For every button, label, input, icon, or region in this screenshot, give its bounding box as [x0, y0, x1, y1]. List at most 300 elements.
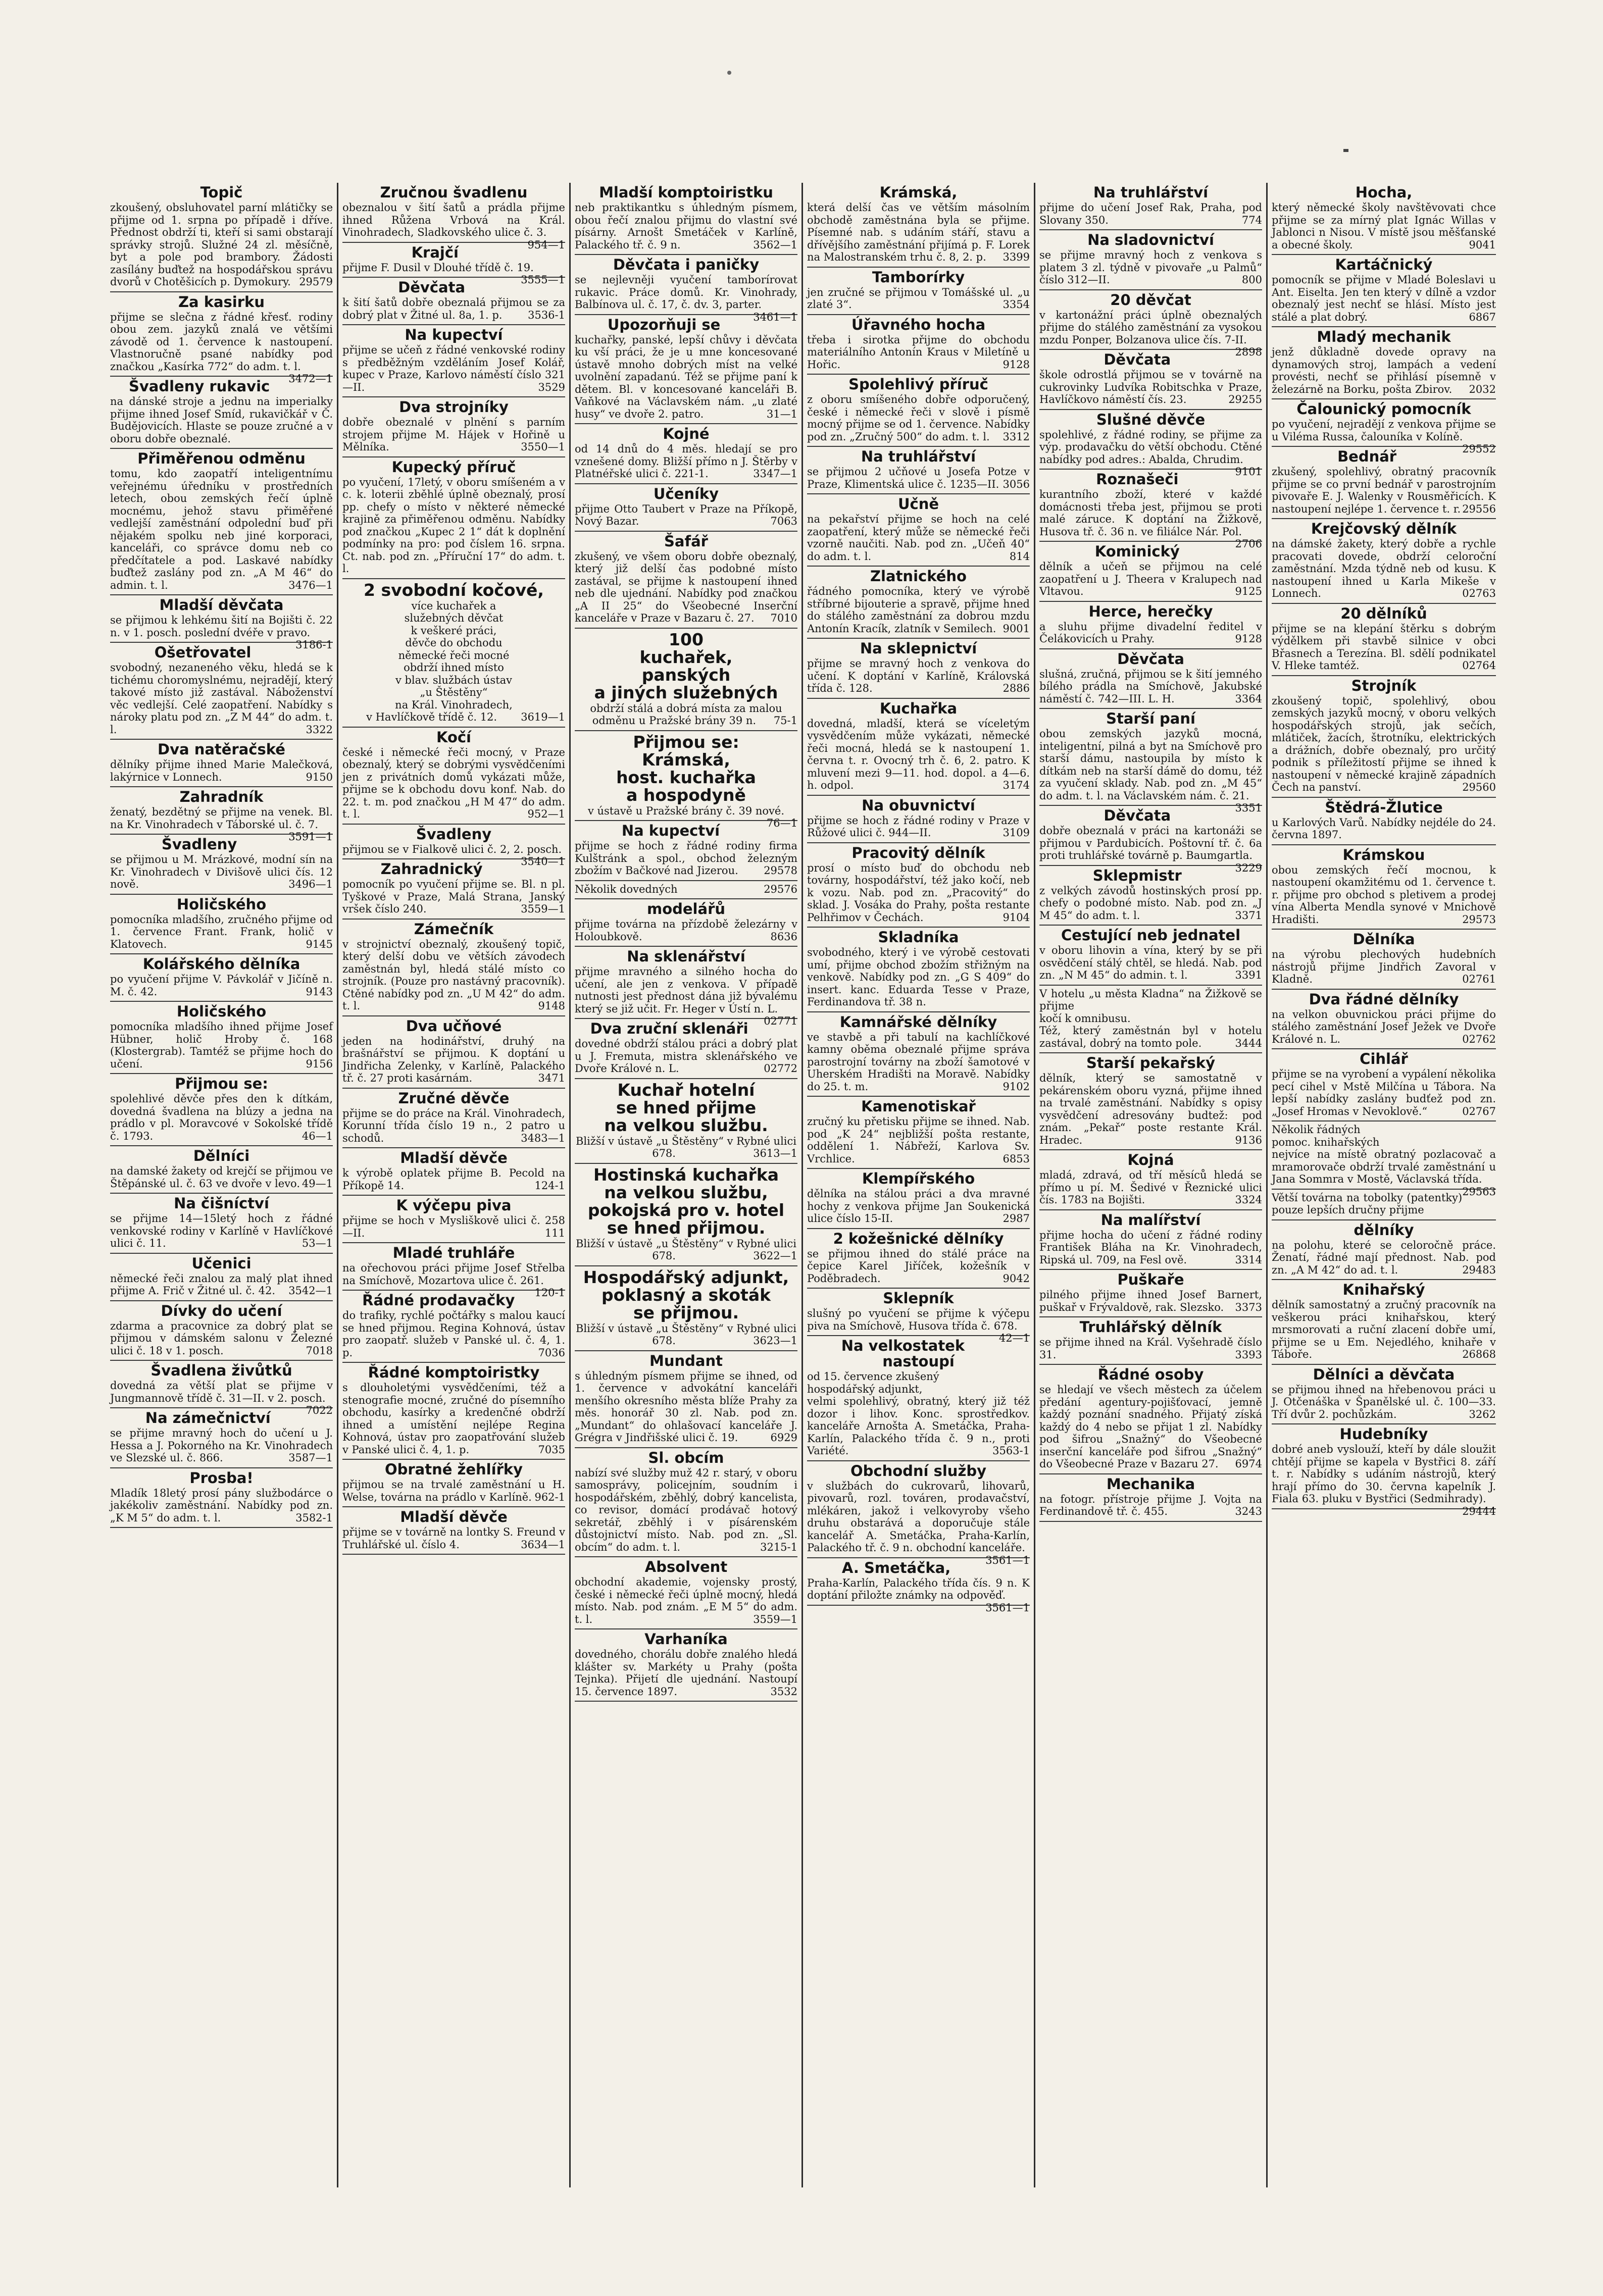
ad-code: 29255 [1228, 393, 1262, 405]
ad-body [1039, 1336, 1262, 1361]
ad-heading: 20 děvčat [1110, 291, 1191, 309]
ad-text: přijme se hoch z řádné rodiny firma Kulštránk a spol., obchod železným zbožím v Bačkové nad Jizerou. [575, 840, 797, 877]
ad-heading: Hocha, [1355, 184, 1413, 201]
ad-text: přijme se v továrně na lontky S. Freund v Truhlářské ul. číslo 4. [342, 1526, 565, 1551]
ad-code: 3555—1 [521, 274, 565, 286]
ad-code: 29576 [764, 883, 797, 895]
ad-code: 02764 [1462, 659, 1496, 672]
classified-ad [110, 1194, 333, 1254]
ad-heading: Bednář [1337, 448, 1397, 465]
classified-ad [1272, 990, 1496, 1050]
ad-code: 3056 [1003, 478, 1030, 490]
ad-heading: Štědrá-Žlutice [1325, 798, 1443, 816]
ad-heading: Zahradník [179, 788, 264, 805]
classified-ad [575, 1019, 797, 1079]
classified-ad [1272, 845, 1496, 930]
ad-heading: Děvčata [398, 279, 466, 296]
ad-body [342, 344, 565, 393]
ad-heading: Švadlena živůtků [151, 1362, 292, 1379]
classified-ad [807, 494, 1030, 567]
ad-text: zkušený, spolehlivý, obratný pracovník přijme se co první bednář v parostrojním pivovaře E. J. Walenky v Rousměřicích. K nastoupení nejlépe 1. července t. r. [1272, 466, 1496, 515]
ad-code: 3262 [1469, 1408, 1496, 1420]
ad-body [807, 1576, 1030, 1614]
ad-text: se nejlevněji vyučení tamborírovat rukavic. Práce domů. Kr. Vinohrady, Balbínova ul. č. 17, č. dv. 3, parter. [575, 274, 797, 311]
ad-heading: Na truhlářství [1093, 184, 1209, 201]
ad-heading: Hudebníky [1339, 1425, 1428, 1443]
classified-ad [575, 881, 797, 900]
ad-text: přijme se mravný hoch z venkova do učení. K doptání v Karlíně, Královská třída č. 128. [807, 657, 1030, 694]
classified-ad [575, 629, 797, 731]
classified-ad [807, 639, 1030, 699]
ad-body [1272, 1384, 1496, 1421]
ad-heading: Kolářského dělníka [142, 955, 300, 973]
ad-heading: Absolvent [644, 1558, 728, 1575]
ad-body [1272, 1299, 1496, 1361]
ad-body [1272, 1124, 1496, 1198]
ad-heading: Dělníci a děvčata [1313, 1365, 1455, 1383]
ad-body [1039, 885, 1262, 922]
ad-body [110, 201, 333, 288]
ad-text: se přijmou u M. Mrázkové, modní sín na Kr. Vinohradech v Divišově ulici čís. 12 nově. [110, 853, 333, 890]
ad-text: neb praktikantku s úhledným písmem, obou řečí znalou přijmu do vlastní své písárny. Arnošt Smetáček v Karlíně, Palackého tř. č. 9 n. [575, 201, 797, 251]
ad-heading: Na kupectví [621, 822, 720, 839]
ad-code: 31—1 [766, 407, 797, 420]
ad-code: 3373 [1235, 1301, 1262, 1313]
ad-heading: Zahradnický [380, 860, 483, 878]
classified-ad [807, 1012, 1030, 1097]
ad-heading: Dva strojníky [399, 398, 509, 416]
ad-body [342, 746, 565, 821]
ad-code: 3536-1 [528, 309, 565, 321]
ad-code: 3623—1 [753, 1335, 797, 1347]
ad-code: 3483—1 [521, 1132, 565, 1144]
classified-ad [807, 268, 1030, 315]
ad-heading: Spolehlivý příruč [848, 376, 988, 393]
ad-body [342, 1478, 565, 1503]
classified-ad [1039, 602, 1262, 649]
ad-heading: Kuchař hotelní se hned přijme na velkou službu. [604, 1080, 768, 1135]
ad-body [342, 1262, 565, 1299]
ad-text: dovedná, mladší, která se víceletým vysvědčením může vykázati, německé řeči mocná, hledá se k nastoupení 1. června t. r. Ovocný trh č. 6, 2. patro. K mluvení mezi 9—11. hod. dopol. a 4—6. h. odpol. [807, 717, 1030, 791]
ad-text: na fotogr. přístroje přijme J. Vojta na Ferdinandově tř. č. 455. [1039, 1493, 1262, 1517]
classified-ad [342, 457, 565, 579]
ad-code: 3347—1 [753, 468, 797, 480]
ad-body [807, 1188, 1030, 1225]
ad-heading: Cihlář [1360, 1050, 1408, 1067]
ad-text: se hledají ve všech městech za účelem předání agentury-pojišťovací, jemně každý poznání snadného. Přijatý získá každý do 4 nebo se přijat 1 zl. Nabídky pod šifrou „Snažný“ do Všeobecné inserční kanceláře pod šifrou „Snažný“ do Všeobecné Praze v Bazaru 27. [1039, 1384, 1262, 1470]
ad-text: Větší továrna na tobolky (patentky) pouze lepších dručny přijme [1272, 1191, 1463, 1216]
ad-heading: Dva natěračské [158, 741, 285, 758]
ad-text: Bližší v ústavě „u Štěstěny“ v Rybné ulici 678. [576, 1135, 796, 1159]
classified-ad [110, 1361, 333, 1416]
classified-ad [110, 835, 333, 895]
ad-heading: Kojná [1127, 1151, 1174, 1168]
ad-body [1039, 1229, 1262, 1266]
classified-ad [110, 1146, 333, 1194]
classified-ad [1039, 1210, 1262, 1270]
ad-text: do trafiky, rychlé počtářky s malou kaucí se hned přijmou. Regina Kohnová, ústav pro zaopatř. služeb v Panské ul. č. 4, 1. p. [342, 1309, 565, 1359]
ad-text: přijme se slečna z řádné křesť. rodiny obou zem. jazyků znalá ve většími závodě od 1. července k nastoupení. Vlastnoručně psané nabídky pod značkou „Kasírka 772“ do adm. t. l. [110, 311, 333, 373]
ad-code: 9148 [538, 1000, 565, 1012]
ad-text: pomocník po vyučení přijme se. Bl. n pl. Tyškové v Praze, Malá Strana, Janský vršek číslo 240. [342, 878, 565, 915]
ad-code: 3444 [1235, 1037, 1262, 1049]
ad-body [342, 1167, 565, 1192]
classified-ad [342, 1460, 565, 1507]
ad-heading: Kočí [436, 728, 472, 746]
ad-text: zdarma a pracovnice za dobrý plat se přijmou v dámském salonu v Železné ulici č. 18 v 1. posch. [110, 1319, 333, 1357]
ad-code: 954—1 [527, 238, 565, 251]
ad-body [575, 1467, 797, 1554]
classified-ads-grid [106, 183, 1500, 2187]
ad-code: 6974 [1235, 1458, 1262, 1470]
ad-body [575, 1576, 797, 1625]
ad-text: na dánské stroje a jednu na imperialky přijme ihned Josef Smíd, rukavičkář v Č. Budějovicích. Hlaste se pouze zručné a v oboru dobře obeznalé. [110, 395, 333, 445]
ad-code: 2032 [1469, 383, 1496, 395]
ad-code: 7036 [538, 1346, 565, 1359]
classified-ad [110, 1074, 333, 1146]
ad-code: 3540—1 [521, 855, 565, 868]
ad-body [807, 466, 1030, 490]
ad-body [1039, 201, 1262, 226]
ad-heading: Šafář [664, 532, 708, 550]
classified-ad [807, 843, 1030, 928]
classified-ad [807, 1289, 1030, 1344]
classified-ad [110, 1301, 333, 1361]
ad-column-5 [1035, 183, 1268, 2187]
ad-code: 29483 [1462, 1263, 1496, 1276]
ad-body [342, 1309, 565, 1359]
ad-code: 02763 [1462, 587, 1496, 599]
ad-heading: Kartáčnický [1335, 256, 1433, 273]
ad-code: 800 [1241, 274, 1262, 286]
ad-body [1039, 1169, 1262, 1206]
ad-text: se přijme 14—15letý hoch z řádné venkovské rodiny v Karlíně v Havlíčkové ulici č. 11. [110, 1212, 333, 1249]
ad-text: tomu, kdo zaopatří inteligentnímu veřejnému úředníku v prostředních letech, obou zemských řečí úplně mocnému, jehož stavu přiměřené vedlejší zaměstnání odpolední buď při nějakém spolku neb jiné korporaci, kanceláři, co správce domu neb co předčítatele a pod. Laskavé nabídky buďtež zaslány pod zn. „A M 46“ do admin. t. l. [110, 468, 333, 591]
ad-text: se přijmou ihned do stálé práce na čepice Karel Jiříček, kožešník v Poděbradech. [807, 1247, 1030, 1285]
ad-body [575, 550, 797, 625]
ad-code: 02762 [1462, 1033, 1496, 1045]
ad-code: 9101 [1235, 466, 1262, 478]
classified-ad [1272, 798, 1496, 845]
ad-text: který německé školy navštěvovati chce přijme se za mírný plat Ignác Willas v Jablonci n Nisou. V místě jsou měšťanské a obecné školy. [1272, 201, 1496, 251]
ad-code: 3476—1 [288, 579, 333, 591]
ad-text: škole odrostlá přijmou se v továrně na cukrovinky Ludvíka Robitschka v Praze, Havlíčkovo náměstí čís. 23. [1039, 369, 1262, 405]
ad-text: Několik dovedných [575, 883, 678, 895]
ad-body [110, 1272, 333, 1297]
ad-heading: Děvčata i paničky [613, 256, 760, 273]
ad-code: 6853 [1003, 1152, 1030, 1165]
classified-ad [575, 1629, 797, 1702]
ad-heading: Mechanika [1106, 1475, 1195, 1493]
ad-code: 53—1 [302, 1237, 333, 1249]
ad-text: zkušený, ve všem oboru dobře obeznalý, který již delší čas podobné místo zastával, se přijme k nastoupení ihned neb dle ujednání. Nabídky pod značkou „A II 25“ do Všeobecné Inserční kanceláře v Praze v Bazaru č. 27. [575, 550, 797, 624]
ad-body [342, 843, 565, 868]
ad-text: v ústavě u Pražské brány č. 39 nové. [587, 804, 785, 817]
ad-heading: Truhlářský dělník [1079, 1318, 1222, 1336]
ad-text: Praha-Karlín, Palackého třída čís. 9 n. K doptání přiložte známky na odpověď. [807, 1576, 1030, 1601]
ad-heading: Přijmou se: Krámská, host. kuchařka a hospodyně [616, 732, 756, 805]
ad-text: po vyučení, nejradějí z venkova přijme se u Viléma Russa, čalouníka v Kolíně. [1272, 418, 1496, 443]
ad-code: 962-1 [534, 1491, 565, 1503]
ad-body [342, 416, 565, 453]
ad-text: spolehlivé děvče přes den k dítkám, dovedná švadlena na blúzy a jedna na prádlo v pl. Moravcové v Sokolské třídě č. 1793. [110, 1093, 333, 1142]
ad-body [342, 878, 565, 915]
ad-body [342, 600, 565, 724]
ad-code: 9150 [306, 771, 333, 783]
ad-heading: Švadleny rukavic [128, 378, 270, 395]
classified-ad [110, 183, 333, 292]
classified-ad [110, 292, 333, 385]
ad-body [807, 1031, 1030, 1093]
ad-text: jeden na hodinářství, druhý na brašnářství se přijmou. K doptání u Jindřicha Zelenky, v Karlíně, Palackého tř. č. 27 proti kasárnám. [342, 1035, 565, 1084]
ad-body [110, 1427, 333, 1464]
ad-code: 9145 [306, 938, 333, 950]
ad-body [575, 918, 797, 943]
ad-heading: Zlatnického [870, 568, 967, 585]
ad-heading: Krámskou [1342, 846, 1425, 863]
classified-ad [807, 315, 1030, 375]
ad-text: dovedné obdrží stálou práci a dobrý plat u J. Fremuta, mistra sklenářského ve Dvoře Králové n. L. [575, 1038, 797, 1075]
ad-code: 29552 [1462, 443, 1496, 455]
ad-code: 3351 [1235, 802, 1262, 814]
ad-column-1 [106, 183, 338, 2187]
ad-text: pomocníka mladšího ihned přijme Josef Hübner, holič Hroby č. 168 (Klostergrab). Tamtéž se přijme hoch do učení. [110, 1021, 333, 1070]
classified-ad [575, 1557, 797, 1629]
ad-code: 3322 [306, 723, 333, 736]
ad-body [575, 804, 797, 829]
ad-code: 3472—1 [288, 373, 333, 385]
ad-code: 111 [544, 1227, 565, 1239]
ad-code: 9001 [1003, 622, 1030, 635]
ad-heading: Kominický [1094, 543, 1180, 560]
ad-heading: Řádné komptoiristky [368, 1364, 540, 1381]
ad-code: 49—1 [302, 1177, 333, 1190]
ad-heading: Kuchařka [879, 699, 958, 717]
ad-heading: Dva učňové [406, 1017, 502, 1035]
ad-heading: Klempířského [862, 1170, 975, 1187]
ad-text: přijme se na klepání štěrku s dobrým výdělkem při stavbě silnice v obci Břasnech a Terezína. Bl. sdělí podnikatel V. Hleke tamtéž. [1272, 622, 1496, 672]
classified-ad [342, 1016, 565, 1089]
ad-code: 3562—1 [753, 238, 797, 251]
ad-text: přijmou se v Fialkově ulici č. 2, 2. posch. [342, 843, 562, 855]
classified-ad [342, 579, 565, 728]
ad-heading: 2 svobodní kočové, [364, 580, 544, 600]
ad-heading: Dělníka [1352, 931, 1415, 948]
ad-body [110, 1487, 333, 1524]
ad-body [1272, 1008, 1496, 1046]
ad-body [575, 1038, 797, 1075]
ad-body [575, 274, 797, 323]
ad-heading: Krámská, [879, 184, 958, 201]
ad-text: zkoušený topič, spolehlivý, obou zemských jazyků mocný, v oboru velkých hospodářských strojů, jak sečích, mlátiček, žacích, štrotníku, elektrických a drážních, dobře obeznalý, pro určitý podnik s příležitostí přijme se ihned k nastoupení v německé krajině západních Čech na panství. [1272, 694, 1496, 793]
print-speck [727, 71, 731, 75]
ad-text: Mladík 18letý prosí pány službodárce o jakékoliv zaměstnání. Nabídky pod zn. „K M 5“ do adm. t. l. [110, 1487, 333, 1524]
ad-body [110, 661, 333, 736]
ad-body [110, 614, 333, 651]
ad-body [807, 1248, 1030, 1285]
classified-ad [342, 1243, 565, 1299]
ad-text: spolehlivé, z řádné rodiny, se přijme za výp. prodavačku do větší obchodu. Ctěné nabídky pod adres.: Abalda, Chrudim. [1039, 428, 1262, 466]
ad-code: 6867 [1469, 311, 1496, 323]
ad-text: dělník a učeň se přijmou na celé zaopatření u J. Theera v Kralupech nad Vltavou. [1039, 560, 1262, 597]
ad-body [575, 840, 797, 877]
ad-body [342, 1526, 565, 1551]
ad-heading: Starší pekařský [1086, 1054, 1215, 1072]
ad-body [1039, 369, 1262, 406]
classified-ad [575, 532, 797, 629]
classified-ad [110, 740, 333, 787]
ad-body [807, 862, 1030, 924]
ad-code: 2987 [1003, 1212, 1030, 1224]
ad-text: prosí o místo buď do obchodu neb továrny, hospodářství, též jako kočí, neb k vozu. Nab. pod zn. „Pracovitý“ do sklad. J. Vosáka do Prahy, pošta restante Pelhřimov v Čechách. [807, 861, 1030, 924]
ad-heading: Učeníky [653, 485, 719, 502]
ad-code: 7063 [770, 515, 797, 527]
ad-heading: Kojné [663, 425, 710, 442]
ad-code: 3229 [1235, 861, 1262, 874]
classified-ad [575, 1351, 797, 1448]
ad-heading: Dva řádné dělníky [1309, 990, 1459, 1008]
classified-ad [1039, 1053, 1262, 1150]
classified-ad [1039, 470, 1262, 550]
ad-body [1272, 466, 1496, 515]
ad-heading: Na malířství [1100, 1211, 1201, 1229]
classified-ad [807, 1229, 1030, 1289]
ad-heading: K výčepu piva [396, 1197, 512, 1214]
ad-text: se přijmou k lehkému šití na Bojišti č. 22 n. v 1. posch. poslední dvéře v pravo. [110, 614, 333, 639]
ad-text: přijme hocha do učení z řádné rodiny František Bláha na Kr. Vinohradech, Ripská ul. 709, na Fesl ově. [1039, 1229, 1262, 1266]
ad-body [342, 296, 565, 321]
ad-heading: Na zámečnictví [145, 1409, 271, 1426]
ad-body [575, 1370, 797, 1444]
ad-body [1272, 864, 1496, 926]
ad-heading: Upozorňuji se [607, 316, 721, 333]
ad-code: 3393 [1235, 1348, 1262, 1361]
ad-heading: Roznašeči [1096, 471, 1179, 488]
ad-heading: Čalounický pomocník [1296, 400, 1471, 418]
classified-ad [1039, 866, 1262, 926]
classified-ad [110, 643, 333, 740]
ad-code: 3215-1 [760, 1541, 797, 1553]
ad-text: Několik řádných pomoc. knihařských nejvíce na místě obratný pozlacovač a mramorovače obdrží trvalé zaměstnání u Jana Sommra v Mostě, Václavská třída. [1272, 1124, 1496, 1185]
ad-text: na velkon obuvnickou práci přijme do stálého zaměstnání Josef Ježek ve Dvoře Králové n. L. [1272, 1008, 1496, 1045]
classified-ad [1039, 986, 1262, 1054]
ad-heading: Úřavného hocha [851, 316, 986, 333]
classified-ad [575, 821, 797, 881]
ad-body [342, 261, 565, 286]
classified-ad [575, 183, 797, 255]
ad-body [1039, 944, 1262, 982]
ad-body [1039, 825, 1262, 874]
ad-column-2 [338, 183, 571, 2187]
classified-ad [1272, 399, 1496, 455]
ad-body [110, 973, 333, 998]
ad-text: ženatý, bezdětný se přijme na venek. Bl. na Kr. Vinohradech v Táborské ul. č. 7. [110, 806, 333, 831]
ad-text: dělník, který se samostatně v pekárenském oboru vyzná, přijme ihned na trvalé zaměstnání. Nabídky s opisy vysvědčení adresovány budtež: pod znám. „Pekař“ poste restante Král. Hradec. [1039, 1072, 1262, 1146]
classified-ad [342, 1089, 565, 1149]
ad-body [575, 443, 797, 480]
ad-code: 3613—1 [753, 1147, 797, 1159]
ad-text: slušný po vyučení se přijme k výčepu piva na Smíchově, Husova třída č. 678. [807, 1307, 1030, 1332]
ad-text: dovedného, chorálu dobře znalého hledá klášter sv. Markéty u Prahy (pošta Tejnka). Přijetí dle ujednání. Nastoupí 15. července 1897. [575, 1648, 797, 1698]
ad-code: 124-1 [534, 1179, 565, 1192]
print-speck [1343, 149, 1348, 152]
ad-code: 26868 [1462, 1348, 1496, 1360]
ad-body [1272, 623, 1496, 672]
ad-code: 29573 [1462, 913, 1496, 926]
classified-ad [807, 447, 1030, 494]
classified-ad [1272, 1280, 1496, 1365]
classified-ad [342, 920, 565, 1016]
classified-ad [807, 1169, 1030, 1229]
ad-body [342, 938, 565, 1012]
ad-heading: Prosba! [189, 1469, 254, 1487]
ad-text: svobodný, nezaneného věku, hledá se k tichému choromyslnému, nejradějí, který takové místo již zastával. Náboženství věc vedlejší. Celé zaopatření. Nabídky s nároky platu pod zn. „Z M 44“ do adm. t. l. [110, 661, 333, 736]
ad-body [575, 883, 797, 896]
ad-text: se přijme mravný hoch z venkova s platem 3 zl. týdně v pivovaře „u Palmů“ číslo 312—II. [1039, 249, 1262, 286]
ad-code: 3186-1 [295, 639, 333, 651]
ad-body [110, 853, 333, 891]
ad-text: přijmou se na trvalé zaměstnání u H. Welse, továrna na prádlo v Karlíně. [342, 1478, 565, 1503]
ad-code: 9042 [1003, 1272, 1030, 1285]
ad-body [807, 946, 1030, 1008]
classified-ad [342, 1196, 565, 1243]
ad-body [1039, 428, 1262, 478]
classified-ad [342, 728, 565, 825]
ad-text: přijme se hoch v Mysliškově ulici č. 258—II. [342, 1214, 565, 1239]
ad-text: dělník samostatný a zručný pracovník na veškerou práci knihařskou, který mrsmorovati a ruční zlacení dobře umí, přijme se u Em. Nejedlého, knihaře v Táboře. [1272, 1299, 1496, 1360]
ad-text: na dámské žakety, který dobře a rychle pracovati dovede, obdrží celoroční zaměstnání. Mzda týdně neb od kusu. K nastoupení ihned u Karla Mikeše v Lonnech. [1272, 538, 1496, 599]
ad-text: přijme se do práce na Král. Vinohradech, Korunní třída číslo 19 n., 2 patro u schodů. [342, 1107, 565, 1144]
ad-code: 29579 [299, 276, 333, 288]
ad-body [110, 1320, 333, 1357]
ad-text: od 15. července zkušený hospodářský adjunkt, velmi spolehlivý, obratný, který již též dozor i lihov. Konc. sprostředkov. kanceláře Arnošta A. Smetáčka, Praha-Karlín, Palackého třída č. 9 n., proti Variété. [807, 1370, 1030, 1457]
ad-column-4 [803, 183, 1035, 2187]
ad-heading: Varhaníka [644, 1630, 728, 1648]
ad-code: 29444 [1462, 1505, 1496, 1517]
ad-body [1039, 488, 1262, 550]
ad-code: 3391 [1235, 969, 1262, 981]
ad-heading: Herce, herečky [1088, 602, 1213, 620]
ad-heading: Na kupectví [405, 326, 503, 343]
ad-code: 02767 [1462, 1105, 1496, 1117]
ad-code: 3634—1 [521, 1538, 565, 1551]
ad-code: 3587—1 [288, 1452, 333, 1464]
ad-code: 3354 [1003, 298, 1030, 311]
ad-body [110, 395, 333, 445]
classified-ad [342, 859, 565, 920]
ad-text: dělníky přijme ihned Marie Malečková, lakýrnice v Lonnech. [110, 758, 333, 783]
ad-body [1272, 695, 1496, 794]
ad-body [110, 1380, 333, 1416]
ad-text: která delší čas ve větším másolním obchodě zaměstnána byla se přijme. Písemné nab. s udáním stáří, stavu a dřívějšího zaměstnání přijímá p. F. Lorek na Malostranském trhu č. 8, 2. p. [807, 201, 1030, 263]
ad-heading: Obchodní služby [850, 1462, 986, 1479]
ad-code: 9128 [1003, 358, 1030, 371]
ad-code: 120-1 [534, 1287, 565, 1299]
ad-text: jen zručné se přijmou v Tomášské ul. „u zlaté 3“. [807, 286, 1030, 311]
ad-heading: Tamborírky [872, 268, 965, 286]
ad-heading: Přiměřenou odměnu [137, 450, 306, 467]
ad-heading: Mundant [649, 1352, 723, 1369]
ad-heading: 100 kuchařek, panských a jiných služebných [594, 629, 778, 702]
classified-ad [1039, 926, 1262, 986]
ad-text: české i německé řeči mocný, v Praze obeznalý, který se dobrými vysvědčeními jen z privátních domů vykázati může, přijme se k obchodu dovu konf. Nab. do 22. t. m. pod značkou „H M 47“ do adm. t. l. [342, 746, 565, 820]
ad-heading: Sklepmistr [1092, 866, 1182, 884]
classified-ad [1272, 1121, 1496, 1198]
ad-text: nabízí své služby muž 42 r. starý, v oboru samosprávy, policejním, soudním i hospodářském, zběhlý, dobrý kancelista, co revisor, domácí prodávač hotový sekretář, zběhlý i v písárenském důstojnictví místo. Nab. pod zn. „Sl. obcím“ do adm. t. l. [575, 1466, 797, 1553]
ad-heading: Dívky do učení [161, 1302, 282, 1319]
ad-heading: Švadleny [161, 836, 237, 853]
ad-body [807, 1479, 1030, 1566]
